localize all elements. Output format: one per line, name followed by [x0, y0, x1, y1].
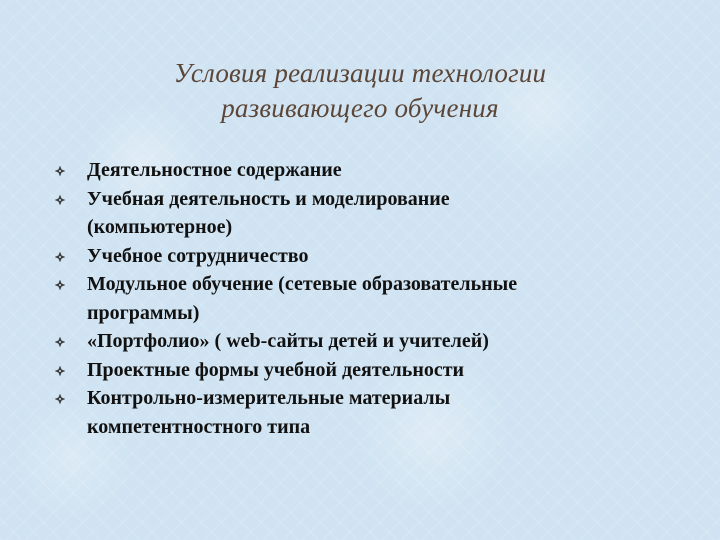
bullet-text: Учебная деятельность и моделирование: [87, 187, 450, 210]
bullet-item: [54, 356, 694, 385]
bullet-text-continuation: (компьютерное): [87, 216, 233, 238]
diamond-bullet-icon: [54, 251, 66, 263]
slide-title-line-1: Условия реализации технологии: [173, 58, 547, 88]
bullet-text-continuation: компетентностного типа: [87, 415, 311, 438]
bullet-list: [54, 156, 694, 441]
bullet-text: Модульное обучение (сетевые образовательные: [87, 273, 518, 295]
diamond-bullet-icon: [54, 279, 66, 291]
diamond-bullet-icon: [54, 194, 66, 206]
bullet-item: [54, 327, 694, 356]
bullet-text: Учебное сотрудничество: [87, 244, 309, 267]
diamond-bullet-icon: [54, 165, 66, 177]
bullet-item: [54, 156, 694, 185]
bullet-text: Деятельностное содержание: [87, 159, 342, 181]
bullet-item: [54, 384, 694, 441]
diamond-bullet-icon: [54, 336, 66, 348]
bullet-item: [54, 242, 694, 271]
slide-title-line-2: развивающего обучения: [221, 93, 499, 123]
slide-title: [60, 56, 660, 126]
bullet-text: Контрольно-измерительные материалы: [87, 387, 451, 409]
bullet-item: [54, 270, 694, 327]
diamond-bullet-icon: [54, 365, 66, 377]
bullet-text-continuation: программы): [87, 301, 200, 324]
bullet-item: [54, 185, 694, 242]
bullet-text: Проектные формы учебной деятельности: [87, 358, 465, 381]
bullet-text: «Портфолио» ( web-сайты детей и учителей): [87, 330, 489, 352]
diamond-bullet-icon: [54, 393, 66, 405]
